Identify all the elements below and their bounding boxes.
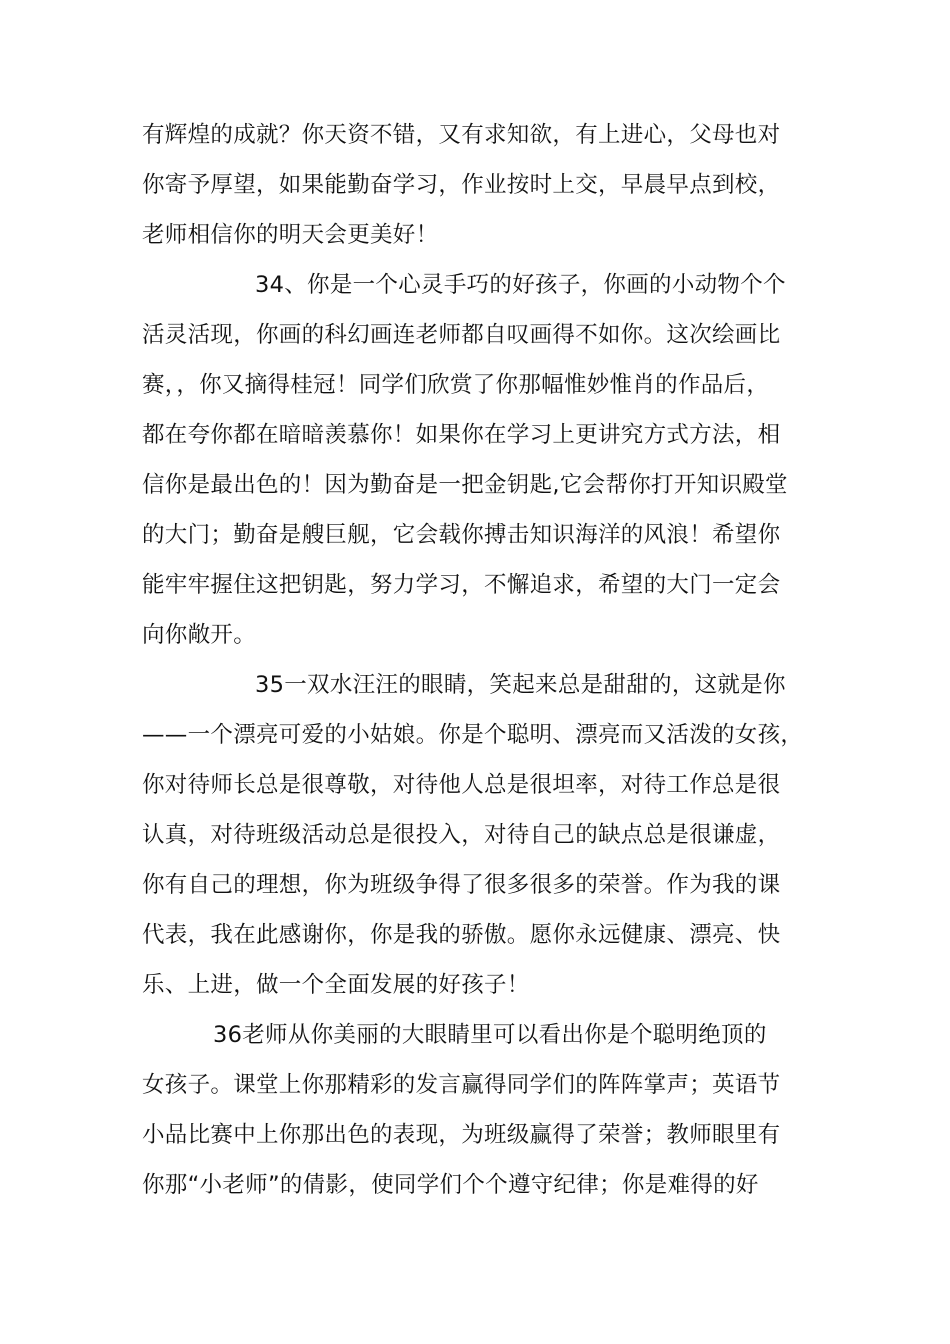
text-line: 能牢牢握住这把钥匙，努力学习，不懈追求，希望的大门一定会 (142, 572, 781, 598)
paragraph-35-start: 35一双水汪汪的眼睛，笑起来总是甜甜的，这就是你 (255, 672, 786, 698)
text-line: 你寄予厚望，如果能勤奋学习，作业按时上交，早晨早点到校， (142, 172, 781, 198)
text-line: 赛，，你又摘得桂冠！同学们欣赏了你那幅惟妙惟肖的作品后， (142, 372, 770, 398)
text-line: 有辉煌的成就？你天资不错，又有求知欲，有上进心，父母也对 (142, 122, 781, 148)
text-line: 乐、上进，做一个全面发展的好孩子！ (142, 972, 530, 998)
text-line: 的大门；勤奋是艘巨舰，它会载你搏击知识海洋的风浪！希望你 (142, 522, 781, 548)
text-line: 老师相信你的明天会更美好！ (142, 222, 439, 248)
text-line: 你有自己的理想，你为班级争得了很多很多的荣誉。作为我的课 (142, 872, 781, 898)
text-line: 向你敞开。 (142, 622, 257, 648)
text-line: 小品比赛中上你那出色的表现，为班级赢得了荣誉；教师眼里有 (142, 1122, 781, 1148)
paragraph-34-start: 34、你是一个心灵手巧的好孩子，你画的小动物个个 (255, 272, 786, 298)
text-line: 都在夸你都在暗暗羡慕你！如果你在学习上更讲究方式方法，相 (142, 422, 781, 448)
paragraph-36-start: 36老师从你美丽的大眼睛里可以看出你是个聪明绝顶的 (213, 1022, 767, 1048)
text-line: 女孩子。课堂上你那精彩的发言赢得同学们的阵阵掌声；英语节 (142, 1072, 781, 1098)
text-line: 活灵活现，你画的科幻画连老师都自叹画得不如你。这次绘画比 (142, 322, 781, 348)
text-line: 认真，对待班级活动总是很投入，对待自己的缺点总是很谦虚， (142, 822, 781, 848)
text-line: ——一个漂亮可爱的小姑娘。你是个聪明、漂亮而又活泼的女孩， (142, 722, 804, 748)
text-line: 你那“小老师”的倩影，使同学们个个遵守纪律；你是难得的好 (142, 1172, 759, 1198)
text-line: 信你是最出色的！因为勤奋是一把金钥匙,它会帮你打开知识殿堂 (142, 472, 788, 498)
text-line: 代表，我在此感谢你，你是我的骄傲。愿你永远健康、漂亮、快 (142, 922, 781, 948)
text-line: 你对待师长总是很尊敬，对待他人总是很坦率，对待工作总是很 (142, 772, 781, 798)
